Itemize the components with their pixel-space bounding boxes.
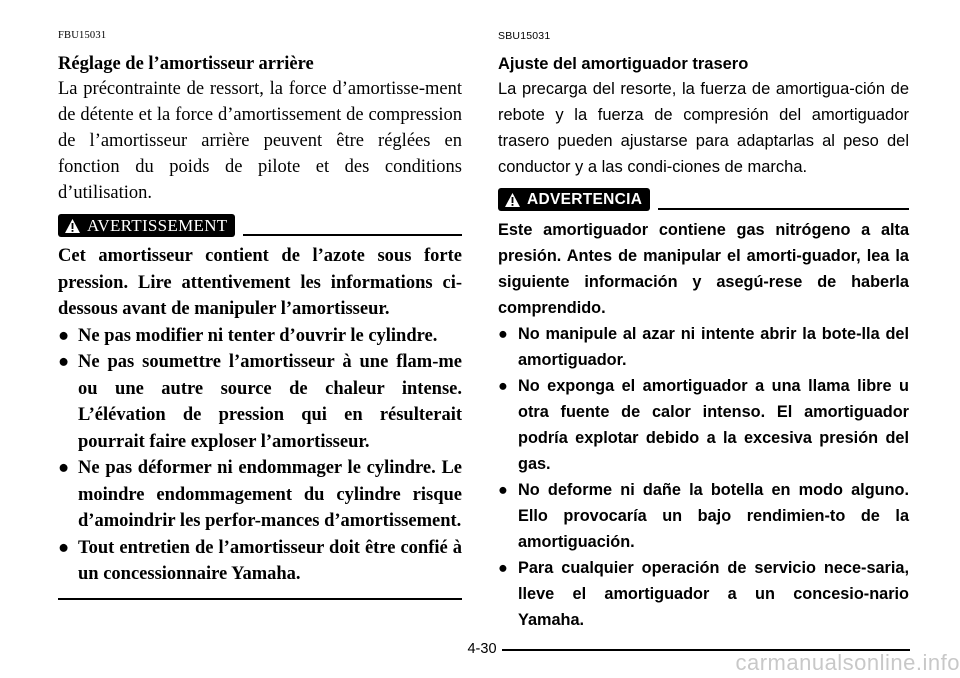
warning-end-rule: [58, 598, 462, 600]
list-item: [58, 535, 462, 588]
warning-rule: [243, 234, 462, 236]
list-item: [58, 323, 462, 350]
warning-label: AVERTISSEMENT: [87, 215, 228, 235]
list-item-text: Ne pas modifier ni tenter d’ouvrir le cylindre.: [78, 325, 438, 346]
section-code: SBU15031: [498, 30, 551, 42]
bullet-icon: ●: [58, 458, 70, 478]
list-item-text: No exponga el amortiguador a una llama libre u otra fuente de calor intenso. El amortiguador podría explotar debido a la excesiva presión del gas.: [518, 377, 909, 473]
section-title: Réglage de l’amortisseur arrière: [58, 54, 314, 74]
watermark: carmanualsonline.info: [735, 650, 960, 675]
warning-rule: [658, 208, 909, 210]
warning-body: Cet amortisseur contient de l’azote sous forte pression. Lire attentivement les informations ci-dessous avant de manipuler l’amortisseur.: [58, 246, 462, 319]
list-item-text: No manipule al azar ni intente abrir la bote-lla del amortiguador.: [518, 325, 909, 369]
bullet-icon: ●: [498, 325, 508, 343]
warning-bullet-list: [58, 323, 462, 588]
list-item: [498, 555, 909, 633]
bullet-icon: ●: [498, 559, 508, 577]
bullet-icon: ●: [498, 481, 508, 499]
list-item-text: No deforme ni dañe la botella en modo alguno. Ello provocaría un bajo rendimien-to de la amortiguación.: [518, 481, 909, 551]
warning-triangle-icon: [504, 192, 521, 208]
list-item: [498, 477, 909, 555]
section-title: Ajuste del amortiguador trasero: [498, 55, 749, 73]
intro-paragraph: La precarga del resorte, la fuerza de amortigua-ción de rebote y la fuerza de compresión del amortiguador trasero pueden ajustarse para adaptarlas al peso del conductor y a las condi-ciones de marcha.: [498, 80, 909, 176]
warning-body: Este amortiguador contiene gas nitrógeno a alta presión. Antes de manipular el amorti-guador, lea la siguiente información y asegú-rese de haberla comprendido.: [498, 221, 909, 317]
warning-header: [498, 188, 909, 211]
warning-header: [58, 214, 462, 237]
bullet-icon: ●: [58, 325, 70, 346]
bullet-icon: ●: [58, 352, 70, 372]
warning-badge: [58, 214, 235, 237]
bullet-icon: ●: [498, 377, 508, 395]
spanish-column: [498, 30, 909, 633]
list-item: [58, 455, 462, 535]
warning-label: ADVERTENCIA: [527, 190, 643, 208]
list-item: [58, 349, 462, 455]
list-item-text: Tout entretien de l’amortisseur doit être confié à un concessionnaire Yamaha.: [78, 537, 462, 584]
list-item: [498, 321, 909, 373]
page-number: 4-30: [467, 641, 497, 657]
section-code: FBU15031: [58, 30, 107, 41]
warning-triangle-icon: [64, 218, 81, 234]
intro-paragraph: La précontrainte de ressort, la force d’amortisse-ment de détente et la force d’amortissement de compression de l’amortisseur arrière peuvent être réglées en fonction du poids de pilote et des conditions d’utilisation.: [58, 79, 462, 203]
warning-bullet-list: [498, 321, 909, 633]
french-column: [58, 30, 462, 600]
warning-badge: [498, 188, 650, 211]
list-item: [498, 373, 909, 477]
list-item-text: Ne pas déformer ni endommager le cylindre. Le moindre endommagement du cylindre risque d’amoindrir les perfor-mances d’amortissement.: [78, 458, 462, 531]
list-item-text: Para cualquier operación de servicio nece-saria, lleve el amortiguador a un concesio-nario Yamaha.: [518, 559, 909, 629]
list-item-text: Ne pas soumettre l’amortisseur à une flam-me ou une autre source de chaleur intense. L’élévation de pression qui en résulterait pourrait faire exploser l’amortisseur.: [78, 352, 462, 452]
bullet-icon: ●: [58, 537, 70, 558]
